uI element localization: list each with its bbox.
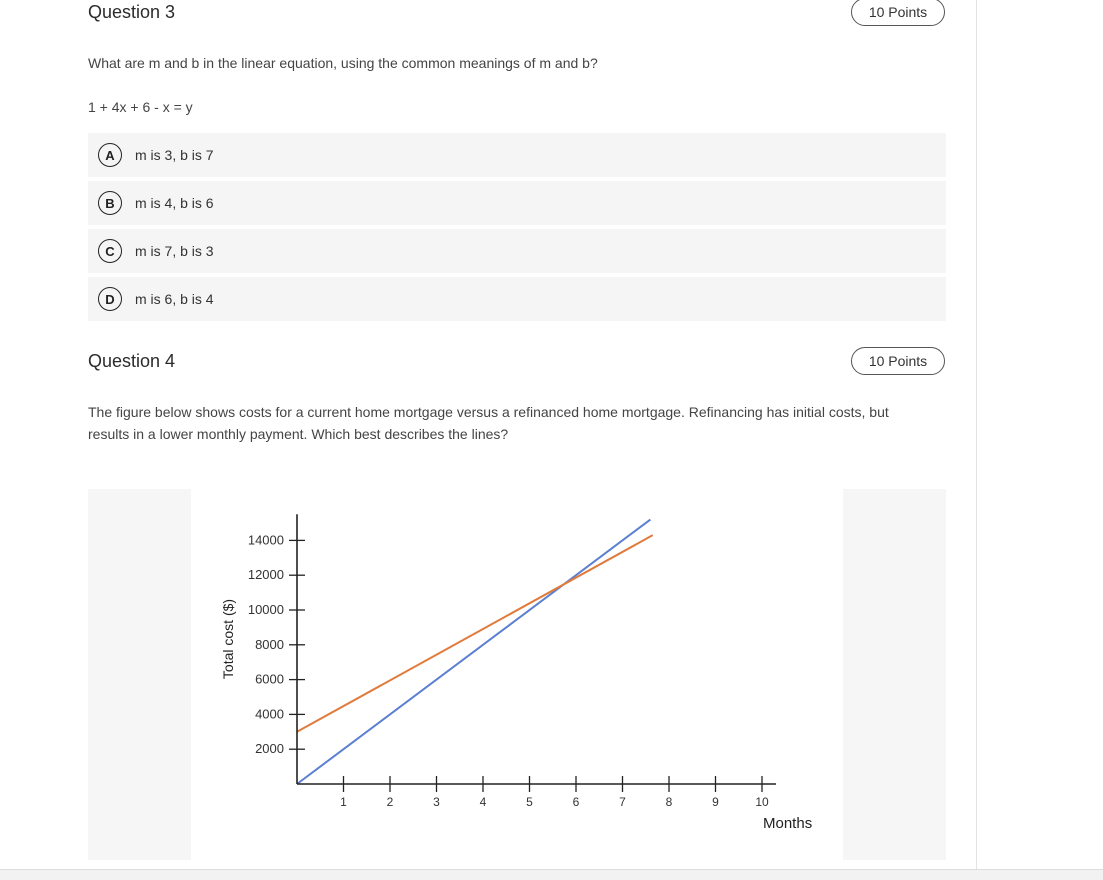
choice-letter-d: D xyxy=(98,287,122,311)
y-tick-label: 12000 xyxy=(247,567,284,583)
y-tick-label: 14000 xyxy=(247,532,284,548)
question-3-points-badge: 10 Points xyxy=(851,0,945,26)
mortgage-cost-chart xyxy=(88,489,946,860)
answer-choice-c[interactable] xyxy=(88,229,946,273)
x-tick-label: 2 xyxy=(386,795,394,809)
series-line-refinanced xyxy=(297,535,653,732)
mortgage-figure xyxy=(88,489,946,860)
x-tick-label: 6 xyxy=(572,795,580,809)
question-3-prompt: What are m and b in the linear equation, using the common meanings of m and b? xyxy=(88,55,598,71)
x-tick-label: 7 xyxy=(619,795,626,809)
choice-text-b: m is 4, b is 6 xyxy=(135,195,214,211)
answer-choice-d[interactable] xyxy=(88,277,946,321)
x-tick-label: 9 xyxy=(712,795,719,809)
answer-choice-b[interactable] xyxy=(88,181,946,225)
x-tick-label: 5 xyxy=(526,795,533,809)
y-axis-label: Total cost ($) xyxy=(220,598,236,680)
x-axis-label: Months xyxy=(763,815,813,832)
choice-text-a: m is 3, b is 7 xyxy=(135,147,214,163)
x-tick-label: 10 xyxy=(755,795,769,809)
choice-letter-b: B xyxy=(98,191,122,215)
content-divider xyxy=(976,0,977,870)
choice-text-c: m is 7, b is 3 xyxy=(135,243,214,259)
x-tick-label: 3 xyxy=(433,795,440,809)
question-3-equation: 1 + 4x + 6 - x = y xyxy=(88,99,193,115)
question-4-points-badge: 10 Points xyxy=(851,347,945,375)
question-3-title: Question 3 xyxy=(88,2,176,22)
y-tick-label: 10000 xyxy=(247,602,284,617)
y-tick-label: 6000 xyxy=(255,671,284,687)
answer-choice-a[interactable] xyxy=(88,133,946,177)
y-tick-label: 8000 xyxy=(255,636,284,652)
choice-letter-a: A xyxy=(98,143,122,167)
choice-letter-c: C xyxy=(98,239,122,263)
x-tick-label: 4 xyxy=(479,795,487,809)
bottom-scroll-strip xyxy=(0,869,1103,880)
question-4-title: Question 4 xyxy=(88,351,176,371)
choice-text-d: m is 6, b is 4 xyxy=(135,291,214,307)
y-tick-label: 2000 xyxy=(255,741,284,757)
question-4-prompt-line-1: The figure below shows costs for a current home mortgage versus a refinanced home mortgage. Refinancing has initial costs, but xyxy=(88,404,889,420)
question-4-prompt-line-2: results in a lower monthly payment. Which best describes the lines? xyxy=(88,426,509,442)
y-tick-label: 4000 xyxy=(255,706,284,722)
series-line-current xyxy=(297,520,650,784)
x-tick-label: 8 xyxy=(665,795,673,809)
x-tick-label: 1 xyxy=(340,795,347,809)
